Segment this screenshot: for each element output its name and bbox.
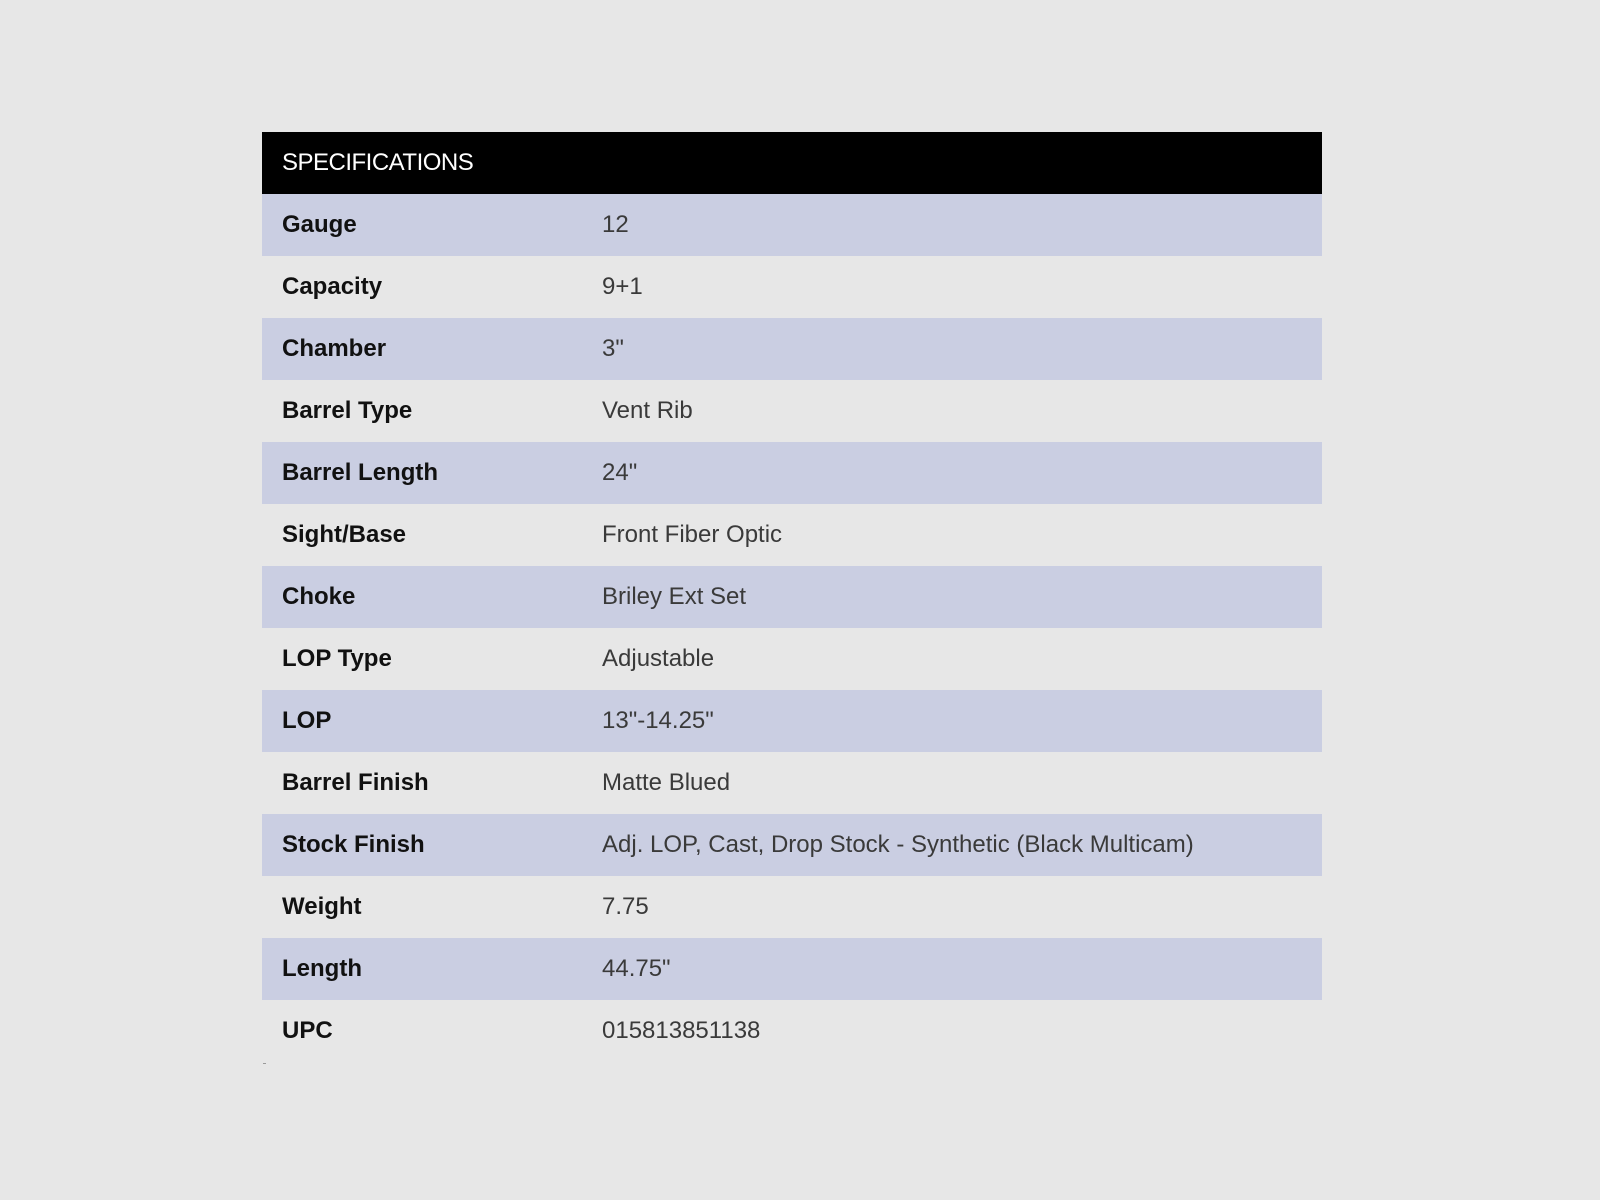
row-label: Barrel Type bbox=[282, 397, 413, 424]
specifications-table bbox=[262, 132, 1322, 1062]
row-label: Barrel Length bbox=[282, 459, 439, 486]
row-label: Choke bbox=[282, 583, 356, 610]
table-row-weight bbox=[262, 876, 1322, 938]
row-label: Length bbox=[282, 955, 362, 982]
table-row-upc bbox=[262, 1000, 1322, 1062]
row-value: Front Fiber Optic bbox=[602, 521, 783, 548]
decorative-dot bbox=[263, 1063, 266, 1064]
table-row-choke bbox=[262, 566, 1322, 628]
table-header-title: SPECIFICATIONS bbox=[282, 149, 474, 176]
row-label: Stock Finish bbox=[282, 831, 425, 858]
table-row-barrel-finish bbox=[262, 752, 1322, 814]
table-row-stock-finish bbox=[262, 814, 1322, 876]
table-row-length bbox=[262, 938, 1322, 1000]
table-row-gauge bbox=[262, 194, 1322, 256]
row-value: 7.75 bbox=[602, 893, 649, 920]
row-label: UPC bbox=[282, 1017, 333, 1044]
row-value: 12 bbox=[602, 211, 629, 238]
table-row-capacity bbox=[262, 256, 1322, 318]
table-row-sight-base bbox=[262, 504, 1322, 566]
row-value: 015813851138 bbox=[602, 1017, 761, 1044]
table-row-lop bbox=[262, 690, 1322, 752]
row-label: Chamber bbox=[282, 335, 387, 362]
row-label: LOP bbox=[282, 707, 332, 734]
row-value: 9+1 bbox=[602, 273, 643, 300]
row-label: Weight bbox=[282, 893, 362, 920]
row-label: Barrel Finish bbox=[282, 769, 429, 796]
row-value: 44.75" bbox=[602, 955, 671, 982]
table-row-lop-type bbox=[262, 628, 1322, 690]
row-value: 24" bbox=[602, 459, 638, 486]
table-header bbox=[262, 132, 1322, 194]
row-value: 13"-14.25" bbox=[602, 707, 714, 734]
row-value: Briley Ext Set bbox=[602, 583, 747, 610]
table-row-barrel-type bbox=[262, 380, 1322, 442]
table-row-chamber bbox=[262, 318, 1322, 380]
row-label: Sight/Base bbox=[282, 521, 407, 548]
row-value: 3" bbox=[602, 335, 624, 362]
row-label: Gauge bbox=[282, 211, 357, 238]
row-value: Vent Rib bbox=[602, 397, 693, 424]
row-value: Adj. LOP, Cast, Drop Stock - Synthetic (Black Multicam) bbox=[602, 831, 1194, 858]
row-value: Adjustable bbox=[602, 645, 715, 672]
row-label: Capacity bbox=[282, 273, 383, 300]
row-value: Matte Blued bbox=[602, 769, 731, 796]
row-label: LOP Type bbox=[282, 645, 392, 672]
table-row-barrel-length bbox=[262, 442, 1322, 504]
